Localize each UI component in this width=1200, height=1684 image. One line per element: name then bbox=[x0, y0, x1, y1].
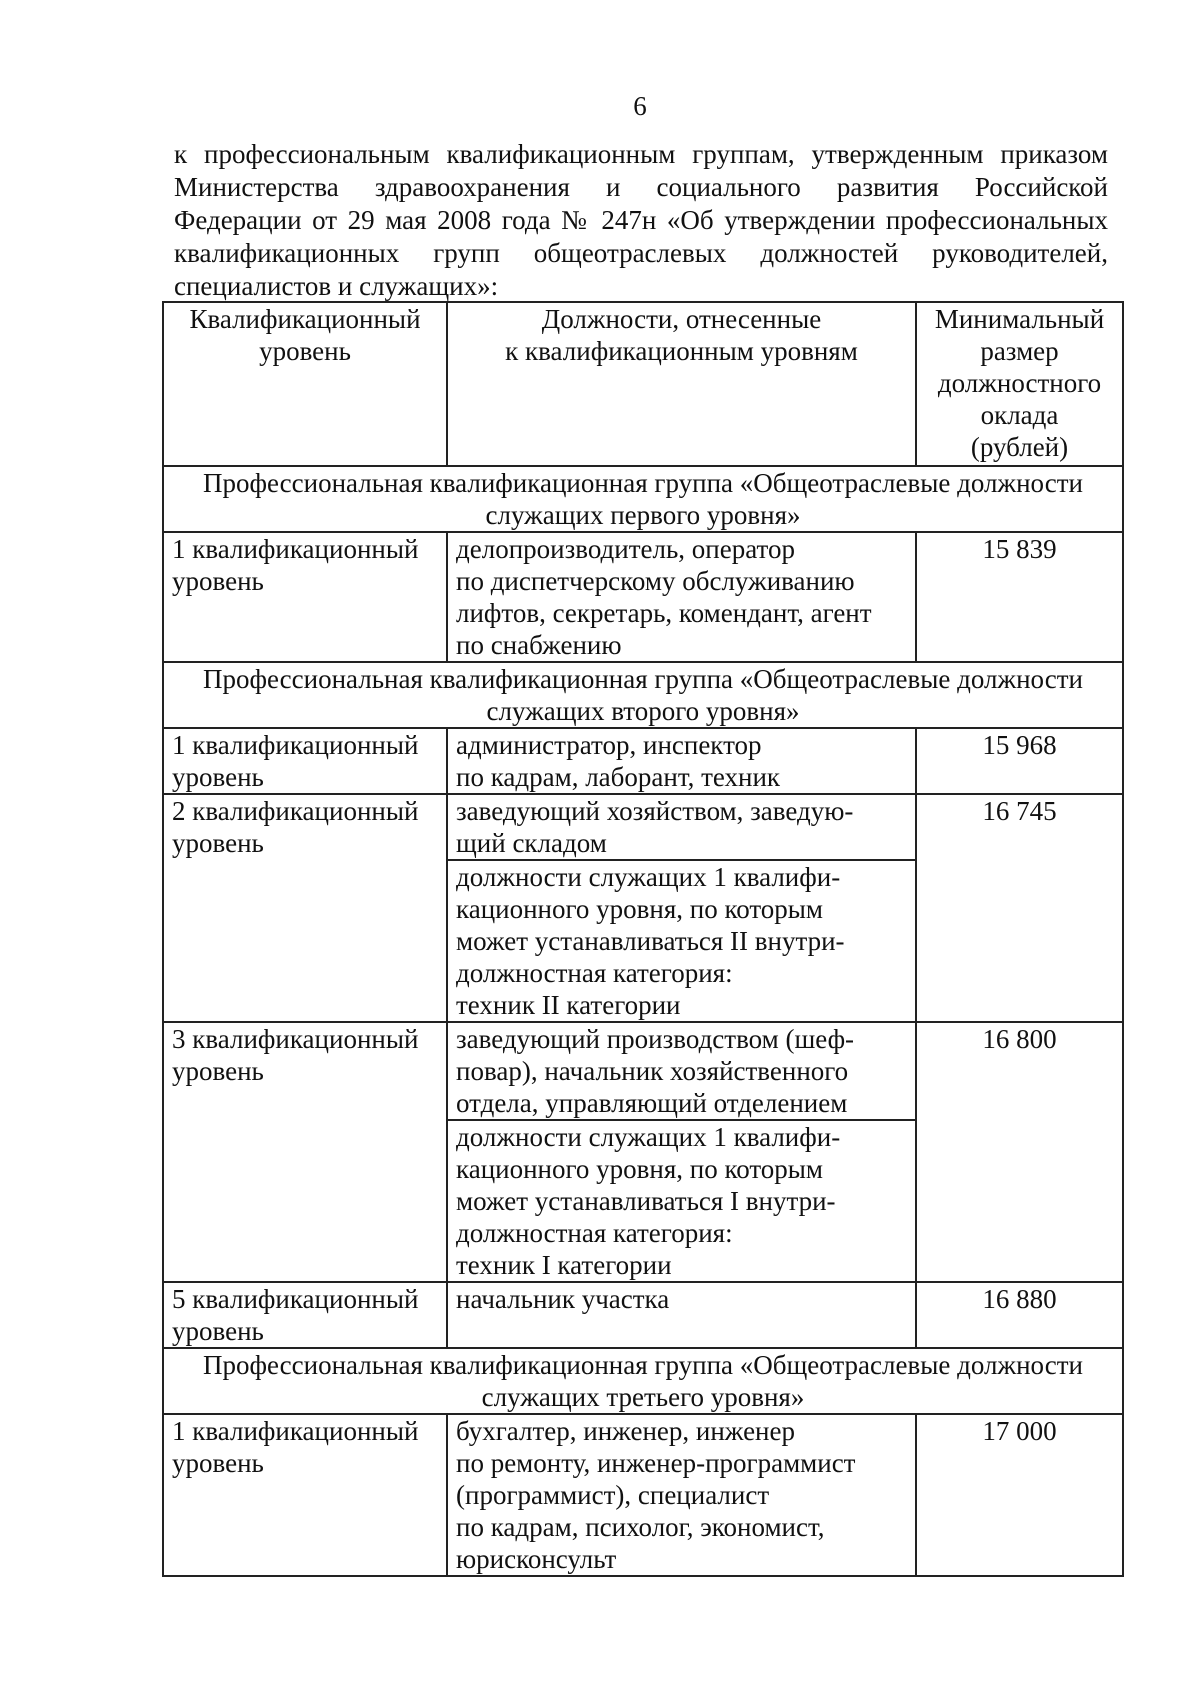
level-cell bbox=[163, 1282, 447, 1348]
cell-line: по диспетчерскому обслуживанию bbox=[456, 566, 855, 596]
positions-cell bbox=[447, 794, 916, 860]
cell-line: заведующий хозяйством, заведую- bbox=[456, 796, 854, 826]
positions-cell bbox=[447, 1282, 916, 1348]
cell-line: 2 квалификационный bbox=[172, 796, 419, 826]
positions-cell bbox=[447, 728, 916, 794]
positions-cell bbox=[447, 532, 916, 662]
cell-line: администратор, инспектор bbox=[456, 730, 762, 760]
cell-line: отдела, управляющий отделением bbox=[456, 1088, 848, 1118]
cell-line: 3 квалификационный bbox=[172, 1024, 419, 1054]
intro-line: квалификационных групп общеотраслевых должностей руководителей, bbox=[174, 238, 1108, 268]
table-body bbox=[163, 466, 1123, 1576]
salary-table bbox=[162, 301, 1124, 1577]
cell-line: Профессиональная квалификационная группа «Общеотраслевые должности bbox=[203, 468, 1083, 498]
cell-line: щий складом bbox=[456, 828, 607, 858]
positions-cell bbox=[447, 1022, 916, 1120]
group-title-row bbox=[163, 1348, 1123, 1414]
cell-line: 1 квалификационный bbox=[172, 1416, 419, 1446]
cell-line: служащих второго уровня» bbox=[486, 696, 800, 726]
level-cell bbox=[163, 1414, 447, 1576]
intro-line: Министерства здравоохранения и социального развития Российской bbox=[174, 172, 1108, 202]
salary-cell: 17 000 bbox=[916, 1414, 1123, 1576]
table-row bbox=[163, 794, 1123, 860]
cell-line: уровень bbox=[172, 762, 264, 792]
table-header-row bbox=[163, 302, 1123, 466]
cell-line: бухгалтер, инженер, инженер bbox=[456, 1416, 795, 1446]
salary-cell: 15 839 bbox=[916, 532, 1123, 662]
cell-line: должности служащих 1 квалифи- bbox=[456, 862, 841, 892]
cell-line: делопроизводитель, оператор bbox=[456, 534, 795, 564]
cell-line: 1 квалификационный bbox=[172, 730, 419, 760]
level-cell bbox=[163, 728, 447, 794]
intro-line: к профессиональным квалификационным группам, утвержденным приказом bbox=[174, 139, 1108, 169]
level-cell bbox=[163, 1022, 447, 1282]
group-title bbox=[163, 1348, 1123, 1414]
cell-line: начальник участка bbox=[456, 1284, 670, 1314]
table-row bbox=[163, 1282, 1123, 1348]
table-row bbox=[163, 1022, 1123, 1120]
cell-line: уровень bbox=[172, 1316, 264, 1346]
header-salary: Минимальный размер должностного оклада (рублей) bbox=[916, 302, 1123, 466]
intro-paragraph bbox=[174, 138, 1108, 303]
page-number: 6 bbox=[633, 91, 647, 121]
header-positions: Должности, отнесенные к квалификационным уровням bbox=[447, 302, 916, 466]
group-title-row bbox=[163, 466, 1123, 532]
cell-line: повар), начальник хозяйственного bbox=[456, 1056, 849, 1086]
cell-line: 5 квалификационный bbox=[172, 1284, 419, 1314]
positions-cell bbox=[447, 860, 916, 1022]
cell-line: уровень bbox=[172, 1448, 264, 1478]
cell-line: (программист), специалист bbox=[456, 1480, 770, 1510]
cell-line: может устанавливаться II внутри- bbox=[456, 926, 845, 956]
cell-line: заведующий производством (шеф- bbox=[456, 1024, 855, 1054]
positions-cell bbox=[447, 1414, 916, 1576]
cell-line: по ремонту, инженер-программист bbox=[456, 1448, 856, 1478]
positions-cell bbox=[447, 1120, 916, 1282]
cell-line: техник II категории bbox=[456, 990, 681, 1020]
salary-cell: 16 800 bbox=[916, 1022, 1123, 1282]
cell-line: техник I категории bbox=[456, 1250, 672, 1280]
cell-line: уровень bbox=[172, 828, 264, 858]
cell-line: по кадрам, психолог, экономист, bbox=[456, 1512, 825, 1542]
cell-line: 1 квалификационный bbox=[172, 534, 419, 564]
cell-line: служащих третьего уровня» bbox=[481, 1382, 805, 1412]
cell-line: по снабжению bbox=[456, 630, 622, 660]
table-row bbox=[163, 1414, 1123, 1576]
cell-line: кационного уровня, по которым bbox=[456, 1154, 824, 1184]
cell-line: служащих первого уровня» bbox=[485, 500, 801, 530]
cell-line: должности служащих 1 квалифи- bbox=[456, 1122, 841, 1152]
cell-line: Профессиональная квалификационная группа «Общеотраслевые должности bbox=[203, 664, 1083, 694]
cell-line: уровень bbox=[172, 566, 264, 596]
table-row bbox=[163, 532, 1123, 662]
cell-line: кационного уровня, по которым bbox=[456, 894, 824, 924]
intro-line: специалистов и служащих»: bbox=[174, 271, 499, 301]
cell-line: по кадрам, лаборант, техник bbox=[456, 762, 781, 792]
level-cell bbox=[163, 532, 447, 662]
salary-cell: 15 968 bbox=[916, 728, 1123, 794]
header-level: Квалификационный уровень bbox=[163, 302, 447, 466]
cell-line: Профессиональная квалификационная группа «Общеотраслевые должности bbox=[203, 1350, 1083, 1380]
cell-line: уровень bbox=[172, 1056, 264, 1086]
salary-cell: 16 745 bbox=[916, 794, 1123, 1022]
group-title bbox=[163, 466, 1123, 532]
cell-line: юрисконсульт bbox=[456, 1544, 617, 1574]
cell-line: должностная категория: bbox=[456, 1218, 733, 1248]
cell-line: лифтов, секретарь, комендант, агент bbox=[456, 598, 872, 628]
cell-line: может устанавливаться I внутри- bbox=[456, 1186, 836, 1216]
cell-line: должностная категория: bbox=[456, 958, 733, 988]
group-title bbox=[163, 662, 1123, 728]
salary-cell: 16 880 bbox=[916, 1282, 1123, 1348]
group-title-row bbox=[163, 662, 1123, 728]
table-row bbox=[163, 728, 1123, 794]
level-cell bbox=[163, 794, 447, 1022]
intro-line: Федерации от 29 мая 2008 года № 247н «Об утверждении профессиональных bbox=[174, 205, 1108, 235]
